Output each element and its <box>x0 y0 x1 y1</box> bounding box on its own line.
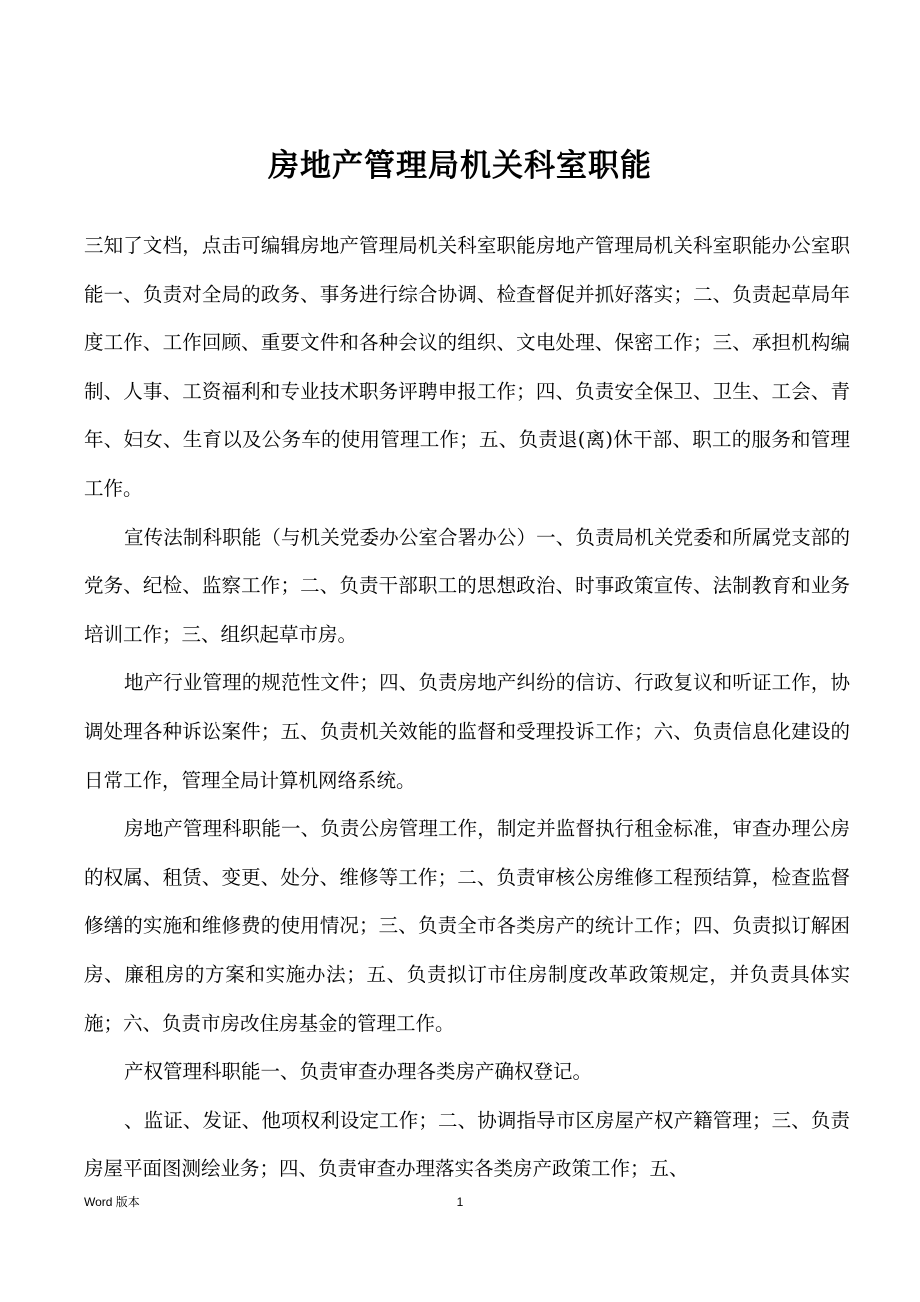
document-body <box>84 222 850 1194</box>
paragraph-title-management-continued: 、监证、发证、他项权利设定工作；二、协调指导市区房屋产权产籍管理；三、负责房屋平面图测绘业务；四、负责审查办理落实各类房产政策工作；五、 <box>84 1108 850 1181</box>
paragraph-publicity-legal: 宣传法制科职能（与机关党委办公室合署办公）一、负责局机关党委和所属党支部的党务、纪检、监察工作；二、负责干部职工的思想政治、时事政策宣传、法制教育和业务培训工作；三、组织起草市房。 <box>84 525 850 646</box>
paragraph-title-management: 产权管理科职能一、负责审查办理各类房产确权登记。 <box>124 1060 593 1084</box>
footer-page-number: 1 <box>456 1195 464 1209</box>
document-title: 房地产管理局机关科室职能 <box>268 148 652 184</box>
paragraph-office: 三知了文档，点击可编辑房地产管理局机关科室职能房地产管理局机关科室职能办公室职能一、负责对全局的政务、事务进行综合协调、检查督促并抓好落实；二、负责起草局年度工作、工作回顾、重要文件和各种会议的组织、文电处理、保密工作；三、承担机构编制、人事、工资福利和专业技术职务评聘申报工作；四、负责安全保卫、卫生、工会、青年、妇女、生育以及公务车的使用管理工作；五、负责退(离)休干部、职工的服务和管理工作。 <box>84 234 850 500</box>
footer-version-label: Word 版本 <box>84 1195 140 1209</box>
paragraph-industry-regulation: 地产行业管理的规范性文件；四、负责房地产纠纷的信访、行政复议和听证工作，协调处理各种诉讼案件；五、负责机关效能的监督和受理投诉工作；六、负责信息化建设的日常工作，管理全局计算机网络系统。 <box>84 671 850 792</box>
paragraph-property-management: 房地产管理科职能一、负责公房管理工作，制定并监督执行租金标准，审查办理公房的权属、租赁、变更、处分、维修等工作；二、负责审核公房维修工程预结算，检查监督修缮的实施和维修费的使用情况；三、负责全市各类房产的统计工作；四、负责拟订解困房、廉租房的方案和实施办法；五、负责拟订市住房制度改革政策规定，并负责具体实施；六、负责市房改住房基金的管理工作。 <box>84 817 850 1035</box>
